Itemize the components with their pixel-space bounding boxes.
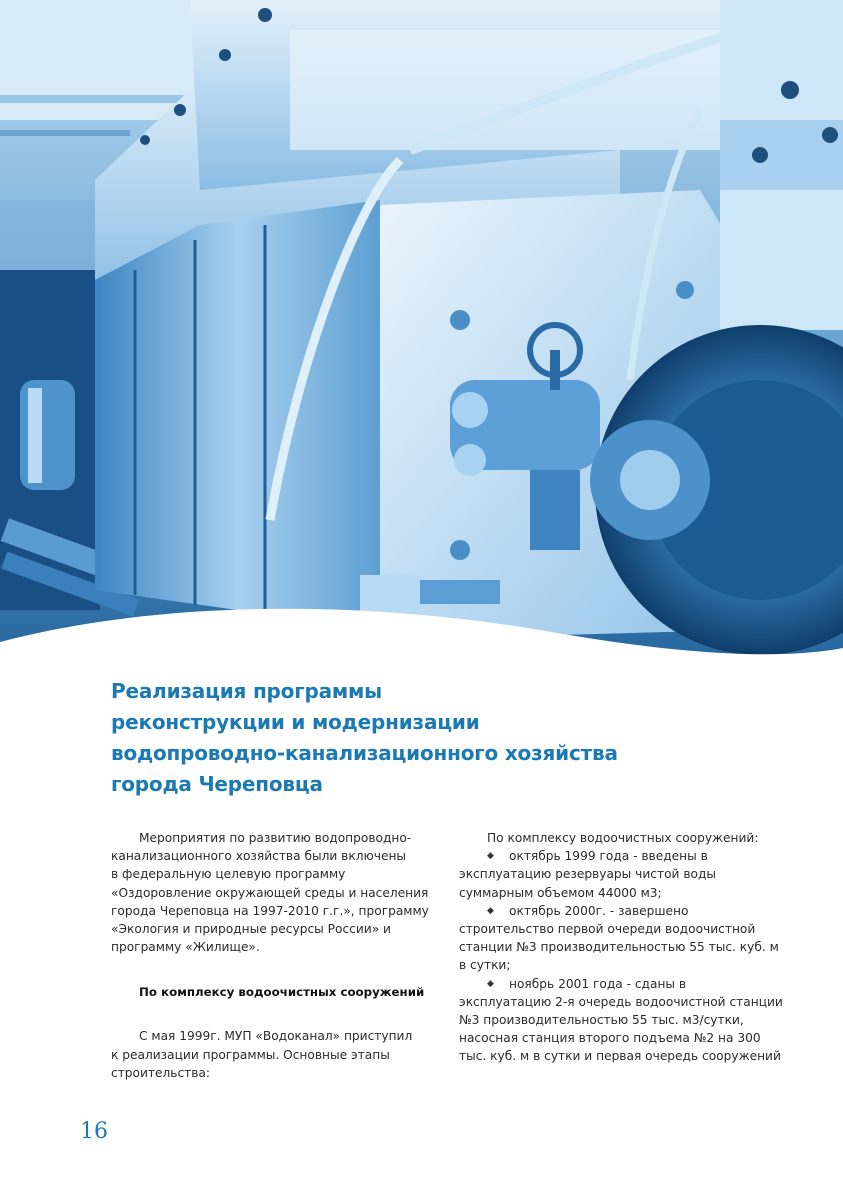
title-line-2: реконструкции и модернизации	[111, 710, 480, 734]
text-line: Мероприятия по развитию водопроводно-	[139, 831, 412, 845]
list-item	[459, 975, 789, 1066]
text-line: октябрь 2000г. - завершено	[509, 903, 689, 918]
text-line: «Экология и природные ресурсы России» и	[111, 922, 391, 937]
text-line: в федеральную целевую программу	[111, 867, 346, 882]
text-line: канализационного хозяйства были включены	[111, 849, 407, 864]
text-line: эксплуатацию 2-я очередь водоочистной станции	[459, 994, 783, 1009]
title-line-4: города Череповца	[111, 772, 323, 796]
title-line-3: водопроводно-канализационного хозяйства	[111, 741, 618, 765]
text-line: тыс. куб. м в сутки и первая очередь сооружений	[459, 1049, 781, 1064]
diamond-bullet-icon: ◆	[487, 905, 494, 916]
right-column	[459, 829, 789, 1066]
text-line: станции №3 производительностью 55 тыс. куб. м	[459, 940, 779, 955]
left-paragraph-1	[111, 829, 429, 956]
text-line: С мая 1999г. МУП «Водоканал» приступил	[139, 1029, 413, 1044]
text-line: насосная станция второго подъема №2 на 300	[459, 1031, 761, 1046]
text-line: ноябрь 2001 года - сданы в	[509, 976, 687, 991]
text-line: строительства:	[111, 1065, 211, 1080]
list-item	[459, 902, 789, 975]
text-line: строительство первой очереди водоочистной	[459, 922, 756, 937]
left-paragraph-2	[111, 1027, 426, 1082]
text-line: суммарным объемом 44000 м3;	[459, 885, 662, 900]
text-line: к реализации программы. Основные этапы	[111, 1047, 390, 1062]
list-item	[459, 847, 789, 902]
diamond-bullet-icon: ◆	[487, 851, 494, 862]
text-line: эксплуатацию резервуары чистой воды	[459, 867, 717, 882]
section-title	[111, 676, 731, 800]
text-line: «Оздоровление окружающей среды и населения	[111, 885, 429, 900]
subheading: По комплексу водоочистных сооружений	[139, 985, 425, 1000]
text-line: в сутки;	[459, 958, 511, 973]
page-number: 16	[80, 1119, 108, 1144]
diamond-bullet-icon: ◆	[487, 978, 494, 989]
right-intro: По комплексу водоочистных сооружений:	[487, 831, 759, 845]
text-line: №3 производительностью 55 тыс. м3/сутки,	[459, 1013, 744, 1028]
text-line: программу «Жилище».	[111, 940, 260, 955]
text-line: города Череповца на 1997-2010 г.г.», программу	[111, 903, 429, 918]
left-column	[111, 829, 429, 1082]
title-line-1: Реализация программы	[111, 679, 383, 703]
text-line: октябрь 1999 года - введены в	[509, 849, 708, 864]
